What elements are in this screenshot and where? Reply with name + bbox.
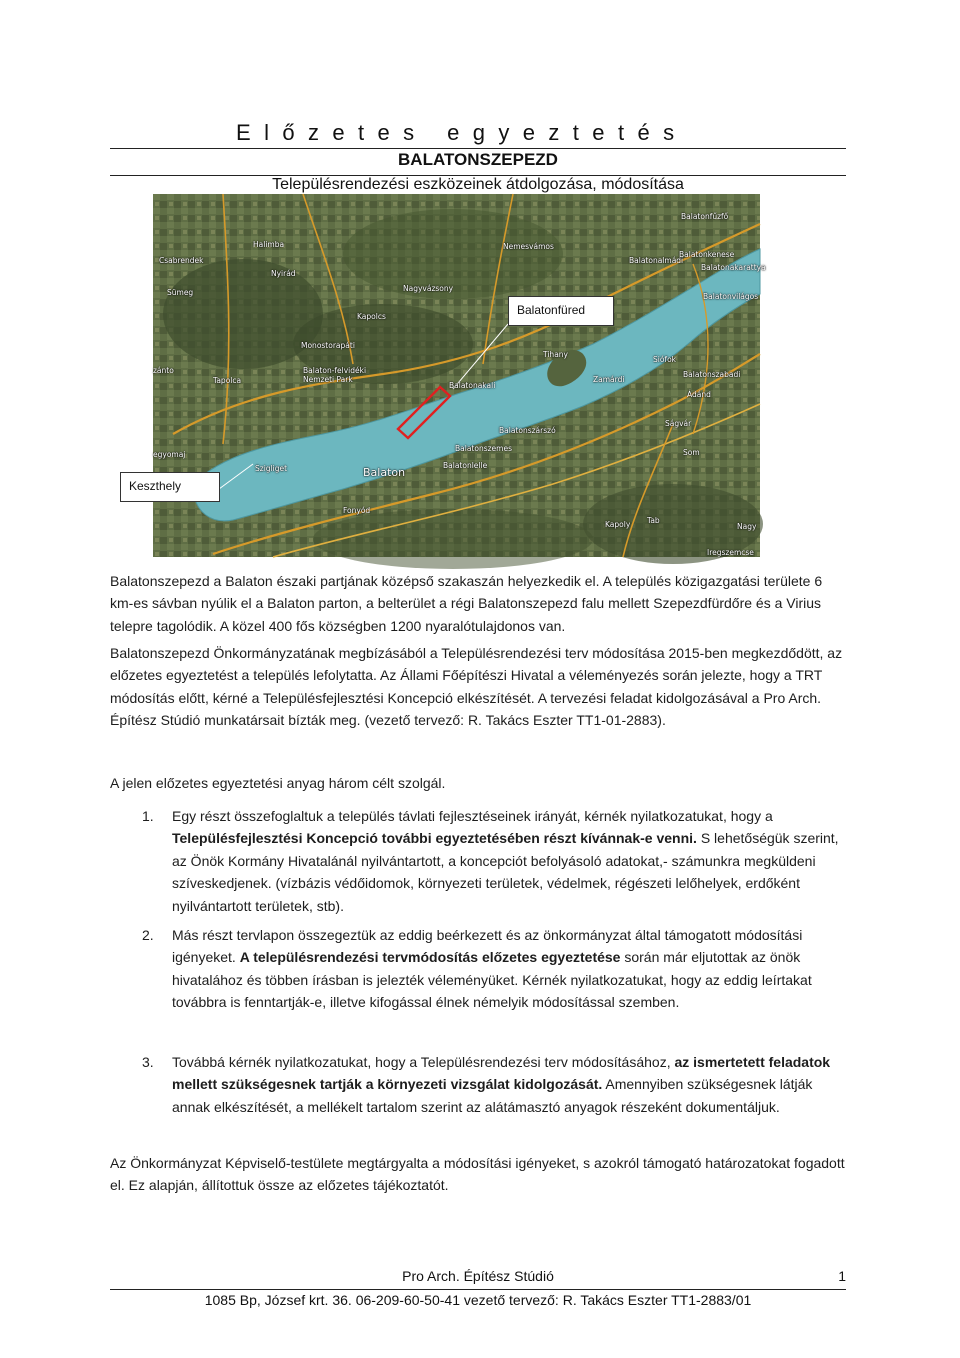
list-number: 2. [142,927,154,943]
map-label-place: Balaton-felvidéki Nemzeti Park [303,366,367,384]
document-title: Előzetes egyeztetés [236,120,688,145]
purpose-paragraph: A jelen előzetes egyeztetési anyag három célt szolgál. [110,775,446,791]
map-label-place: Tihany [543,350,568,359]
map-label-place: Ádánd [687,390,711,399]
list-number: 1. [142,808,154,824]
footer-address: 1085 Bp, József krt. 36. 06-209-60-50-41 vezető tervező: R. Takács Eszter TT1-2883/01 [204,1292,752,1308]
map-label-place: Balatonakali [449,381,496,390]
forest-patch [313,509,593,569]
map-label-lake: Balaton [363,466,406,479]
map-label-place: Balatonszabadi [683,370,741,379]
list-item [172,805,846,917]
map-label-place: Kapoly [605,520,631,529]
map-label-place: Szigliget [255,464,288,473]
map-label-place: Nagyvázsony [403,284,454,293]
settlement-name: BALATONSZEPEZD [398,150,558,169]
map-label-place: Balatonakarattya [701,263,766,272]
map-label-place: Balatonszemes [455,444,512,453]
map-label-place: Siófok [653,355,677,364]
map-label-place: Tapolca [213,376,242,385]
list-item-emphasis: Településfejlesztési Koncepció további egyeztetésében részt kívánnak-e venni. [172,830,697,847]
map-label-place: Nemesvámos [503,242,554,251]
satellite-map [129,194,766,557]
intro-paragraph: Balatonszepezd a Balaton északi partjának középső szakaszán helyezkedik el. A település közigazgatási területe 6 km-es sávban nyúlik el a Balaton parton, a belterület a régi Balatonszepezd falu mellett Szepezdfürdőre és a Virius telepre tagolódik. A közel 400 fős községben 1200 nyaralótulajdonos van. [110,573,823,634]
page-number: 1 [838,1268,846,1284]
list-item [172,1051,846,1118]
list-item-emphasis: A településrendezési tervmódosítás előzetes egyeztetése [239,949,621,966]
map-label-place: Iregszemcse [707,548,754,557]
map-label-place: Balatonszárszó [499,426,556,435]
closing-paragraph: Az Önkormányzat Képviselő-testülete megtárgyalta a módosítási igényeket, s azokról támogató határozatokat fogadott el. Ez alapján, állítottuk össze az előzetes tájékoztatót. [110,1155,845,1194]
map-label-place: Balatonalmádi [629,256,684,265]
map-label-place: Sümeg [167,288,194,297]
planning-history-paragraph: Balatonszepezd Önkormányzatának megbízásából a Településrendezési terv módosítása 2015-ben megkezdődött, az előzetes egyeztetést a település lefolytatta. Az Állami Főépítészi Hivatal a véleményezés során jelezte, hogy a TRT módosítás előtt, kérné a Településfejlesztési Koncepció elkészítését. A tervezési feladat kidolgozásával a Pro Arch. Építész Stúdió munkatársait bízták meg. (vezető tervező: R. Takács Eszter TT1-01-2883). [110,645,843,729]
map-label-place: Balatonlelle [443,461,488,470]
balatonfured-callout: Balatonfüred [508,296,614,326]
list-item-text: Amennyiben szükségesnek látják annak elkészítését, a mellékelt tartalom szerint az alátámasztó anyagok részeként dokumentáljuk. [172,1076,813,1115]
list-item-text: során már eljutottak az önök hivatalához és többen írásban is jelezték véleményüket. Kérnék nyilatkozatukat, hogy az eddig leírtakat továbbra is fenntartják-e, illetve kifogással élnek némelyik módosítással szemben. [172,949,812,1011]
map-graphic [153,194,760,557]
footer-studio-name: Pro Arch. Építész Stúdió [402,1268,554,1284]
document-subtitle: Településrendezési eszközeinek átdolgozása, módosítása [272,176,684,193]
map-label-place: Zamárdi [593,375,625,384]
list-item-text: Más részt tervlapon összegeztük az eddig beérkezett és az önkormányzat által támogatott módosítási igényeket. [172,927,803,966]
map-label-place: Som [683,448,700,457]
map-label-place: egyomaj [153,450,186,459]
map-label-place: Tab [647,516,660,525]
list-item-emphasis: az ismertetett feladatok mellett szükségesnek tartják a környezeti vizsgálat kidolgozását. [172,1054,831,1093]
map-label-place: Ságvár [665,419,692,428]
keszthely-callout: Keszthely [120,472,220,502]
map-label-place: Balatonkenese [679,250,735,259]
map-label-place: Balatonfűzfő [681,212,729,221]
list-item-text: Továbbá kérnék nyilatkozatukat, hogy a Településrendezési terv módosításához, [172,1054,675,1070]
map-label-place: Monostorapáti [301,341,355,350]
footer-rule [110,1289,846,1290]
map-label-place: Nyirád [271,269,296,278]
map-label-place: Csabrendek [159,256,204,265]
list-item [172,924,846,1014]
list-item-text: Egy részt összefoglaltuk a település távlati fejlesztéseinek irányát, kérnék nyilatkozatukat, hogy a [172,808,773,824]
map-label-place: Balatonvilágos [703,292,759,301]
map-label-place: Halimba [253,240,285,249]
header-rule-top [110,148,846,149]
map-label-place: Fonyód [343,506,371,515]
map-label-place: Nagy [737,522,757,531]
list-item-text: S lehetőségük szerint, az Önök Kormány Hivatalánál nyilvántartott, a koncepciót befolyásoló adatokat,- számunkra megküldeni szíveskedjenek. (vízbázis védőidomok, környezeti területek, védelmek, régészeti lelőhelyek, erdőként nyilvántartott területek, stb). [172,830,839,914]
map-label-place: Kapolcs [357,312,386,321]
map-label-place: zánto [153,366,174,375]
list-number: 3. [142,1054,154,1070]
